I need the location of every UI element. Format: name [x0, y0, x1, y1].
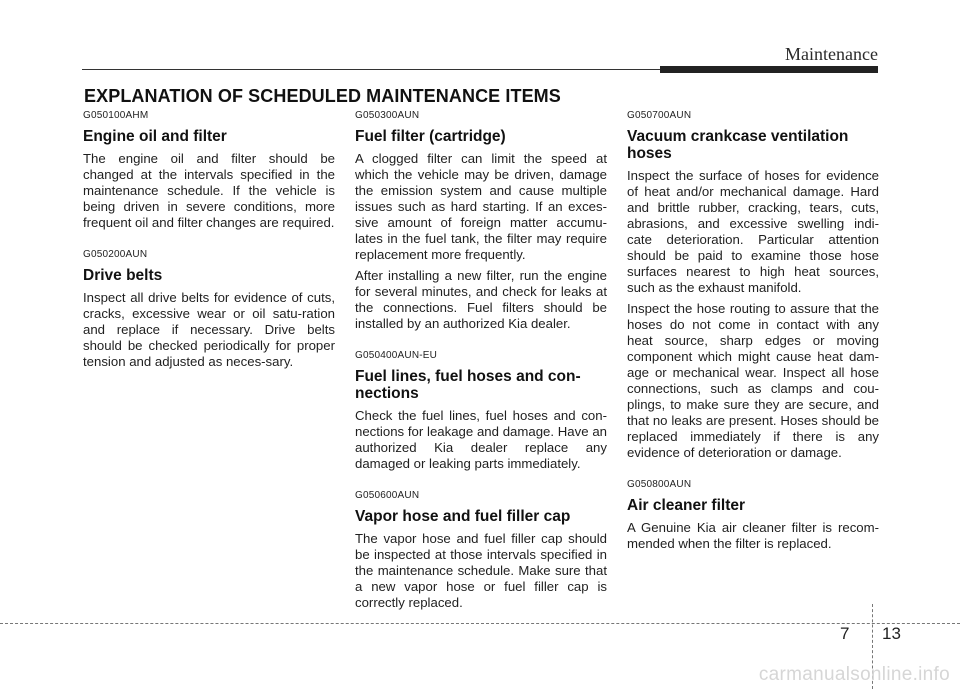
item-engine-oil — [83, 110, 335, 231]
item-title: Vacuum crankcase ventilation hoses — [627, 128, 849, 162]
item-code: G050800AUN — [627, 479, 692, 490]
item-code: G050600AUN — [355, 490, 420, 501]
item-drive-belts — [83, 249, 335, 370]
column-3 — [627, 110, 879, 570]
item-fuel-lines — [355, 350, 607, 472]
item-paragraph: A clogged filter can limit the speed at which the vehicle may be driven, damage the emission system and cause multiple issues such as hard starting. If an exces-sive amount of foreign matter accumu-lates in the fuel tank, the filter may require replacement more frequently. — [355, 151, 607, 262]
item-paragraph: Inspect all drive belts for evidence of cuts, cracks, excessive wear or oil satu-ration and replace if necessary. Drive belts should be checked periodically for proper tension and adjusted as neces-sary. — [83, 290, 335, 369]
item-code: G050200AUN — [83, 249, 148, 260]
column-1 — [83, 110, 335, 388]
item-paragraph: After installing a new filter, run the engine for several minutes, and check for leaks at the connections. Fuel filters should be installed by an authorized Kia dealer. — [355, 268, 607, 331]
item-air-cleaner — [627, 479, 879, 552]
item-code: G050400AUN-EU — [355, 350, 438, 361]
section-title: EXPLANATION OF SCHEDULED MAINTENANCE ITEMS — [84, 86, 561, 106]
footer-page-number: 13 — [882, 624, 901, 643]
column-2 — [355, 110, 607, 629]
item-vapor-hose — [355, 490, 607, 611]
item-fuel-filter — [355, 110, 607, 332]
header-rule-thin — [82, 69, 660, 70]
item-paragraph: The vapor hose and fuel filler cap should be inspected at those intervals specified in the maintenance schedule. Make sure that a new vapor hose or fuel filler cap is correctly replaced. — [355, 531, 607, 610]
footer-chapter-number: 7 — [840, 624, 850, 643]
item-title: Engine oil and filter — [83, 128, 227, 145]
item-title: Fuel lines, fuel hoses and con-nections — [355, 368, 581, 402]
item-title: Air cleaner filter — [627, 497, 746, 514]
item-paragraph: Inspect the surface of hoses for evidence of heat and/or mechanical damage. Hard and brittle rubber, cracking, tears, cuts, abrasions, and excessive swelling indi-cate deterioration. Particular attention should be paid to examine those hose surfaces nearest to high heat sources, such as the exhaust manifold. — [627, 168, 879, 295]
header-rule-thick — [660, 66, 878, 73]
item-title: Fuel filter (cartridge) — [355, 128, 506, 145]
item-code: G050300AUN — [355, 110, 420, 121]
chapter-header: Maintenance — [785, 44, 878, 64]
item-paragraph: Check the fuel lines, fuel hoses and con-nections for leakage and damage. Have an authorized Kia dealer replace any damaged or leaking parts immediately. — [355, 408, 607, 471]
footer-dashed-rule — [0, 623, 960, 624]
item-code: G050700AUN — [627, 110, 692, 121]
item-title: Vapor hose and fuel filler cap — [355, 508, 571, 525]
item-paragraph: Inspect the hose routing to assure that the hoses do not come in contact with any heat source, sharp edges or moving component which might cause heat dam-age or mechanical wear. Inspect all hose connections, such as clamps and cou-plings, to make sure they are secure, and that no leaks are present. Hoses should be replaced immediately if there is any evidence of deterioration or damage. — [627, 301, 879, 460]
item-code: G050100AHM — [83, 110, 149, 121]
item-crankcase-hoses — [627, 110, 879, 461]
item-paragraph: A Genuine Kia air cleaner filter is recom-mended when the filter is replaced. — [627, 520, 879, 551]
item-paragraph: The engine oil and filter should be changed at the intervals specified in the maintenance schedule. If the vehicle is being driven in severe conditions, more frequent oil and filter changes are required. — [83, 151, 335, 230]
item-title: Drive belts — [83, 267, 163, 284]
watermark-text: carmanualsonline.info — [758, 664, 950, 685]
